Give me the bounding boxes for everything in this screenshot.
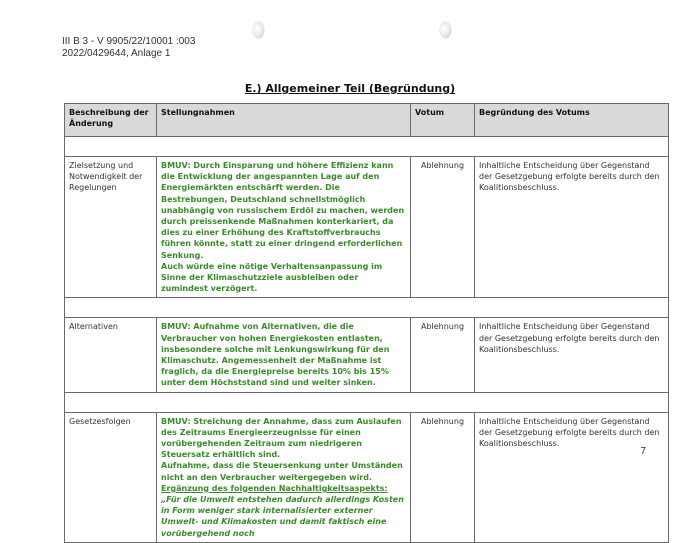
- row-reason: Inhaltliche Entscheidung über Gegenstand der Gesetzgebung erfolgte bereits durch den Koalitionsbeschluss.: [475, 412, 669, 542]
- header-description: Beschreibung der Änderung: [65, 104, 157, 137]
- statement-subheading: Ergänzung des folgenden Nachhaltigkeitsaspekts:: [161, 483, 388, 493]
- table-row: [65, 318, 669, 392]
- table-spacer: [65, 137, 669, 157]
- statement-text-continued: Aufnahme, dass die Steuersenkung unter Umständen nicht an den Verbraucher weitergegeben wird.: [161, 461, 403, 482]
- row-description: Gesetzesfolgen: [65, 412, 157, 542]
- statement-text: BMUV: Streichung der Annahme, dass zum Auslaufen des Zeitraums Energieerzeugnisse für einen vorübergehenden Zeitraum zum niedrigeren Steuersatz erhältlich sind.: [161, 416, 402, 460]
- table-spacer: [65, 298, 669, 318]
- page-number: 7: [640, 446, 646, 457]
- statement-table: [64, 103, 669, 543]
- statement-text: BMUV: Durch Einsparung und höhere Effizienz kann die Entwicklung der angespannten Lage auf den Energiemärkten entschärft werden. Die Bestrebungen, Deutschland schnellstmöglich unabhängig von russischem Erdöl zu machen, werden durch preissenkende Maßnahmen konterkariert, da dies zu einer Erhöhung des Kraftstoffverbrauchs führen könnte, statt zu einer dringend erforderlichen Senkung.: [161, 161, 405, 260]
- row-vote: Ablehnung: [411, 412, 475, 542]
- header-reason: Begründung des Votums: [475, 104, 669, 137]
- document-reference: [62, 36, 195, 60]
- header-vote: Votum: [411, 104, 475, 137]
- statement-text: BMUV: Aufnahme von Alternativen, die die Verbraucher von hohen Energiekosten entlasten, insbesondere solche mit Lenkungswirkung für den Klimaschutz. Angemessenheit der Maßnahme ist fraglich, da die Energiepreise bereits 10% bis 15% unter dem Höchststand sind und weiter sinken.: [161, 322, 390, 388]
- row-vote: Ablehnung: [411, 318, 475, 392]
- row-statement: [157, 157, 411, 298]
- row-vote: Ablehnung: [411, 157, 475, 298]
- table-row: [65, 412, 669, 542]
- table-header-row: [65, 104, 669, 137]
- row-statement: [157, 318, 411, 392]
- row-reason: Inhaltliche Entscheidung über Gegenstand der Gesetzgebung erfolgte bereits durch den Koalitionsbeschluss.: [475, 157, 669, 298]
- reference-line-1: III B 3 - V 9905/22/10001 :003: [62, 36, 196, 47]
- statement-quote: „Für die Umwelt entstehen dadurch allerdings Kosten in Form weniger stark internalisierter externer Umwelt- und Klimakosten und damit faktisch eine vorübergehend noch: [161, 495, 404, 538]
- punch-hole-left: [253, 22, 264, 38]
- row-description: Alternativen: [65, 318, 157, 392]
- reference-line-2: 2022/0429644, Anlage 1: [62, 48, 171, 59]
- punch-hole-right: [440, 22, 451, 38]
- table-spacer: [65, 392, 669, 412]
- table-row: [65, 157, 669, 298]
- header-statements: Stellungnahmen: [157, 104, 411, 137]
- row-description: Zielsetzung und Notwendigkeit der Regelungen: [65, 157, 157, 298]
- row-reason: Inhaltliche Entscheidung über Gegenstand der Gesetzgebung erfolgte bereits durch den Koalitionsbeschluss.: [475, 318, 669, 392]
- row-statement: [157, 412, 411, 542]
- statement-text-continued: Auch würde eine nötige Verhaltensanpassung im Sinne der Klimaschutzziele ausbleiben oder zumindest verzögert.: [161, 261, 383, 294]
- page-title: E.) Allgemeiner Teil (Begründung): [244, 82, 456, 95]
